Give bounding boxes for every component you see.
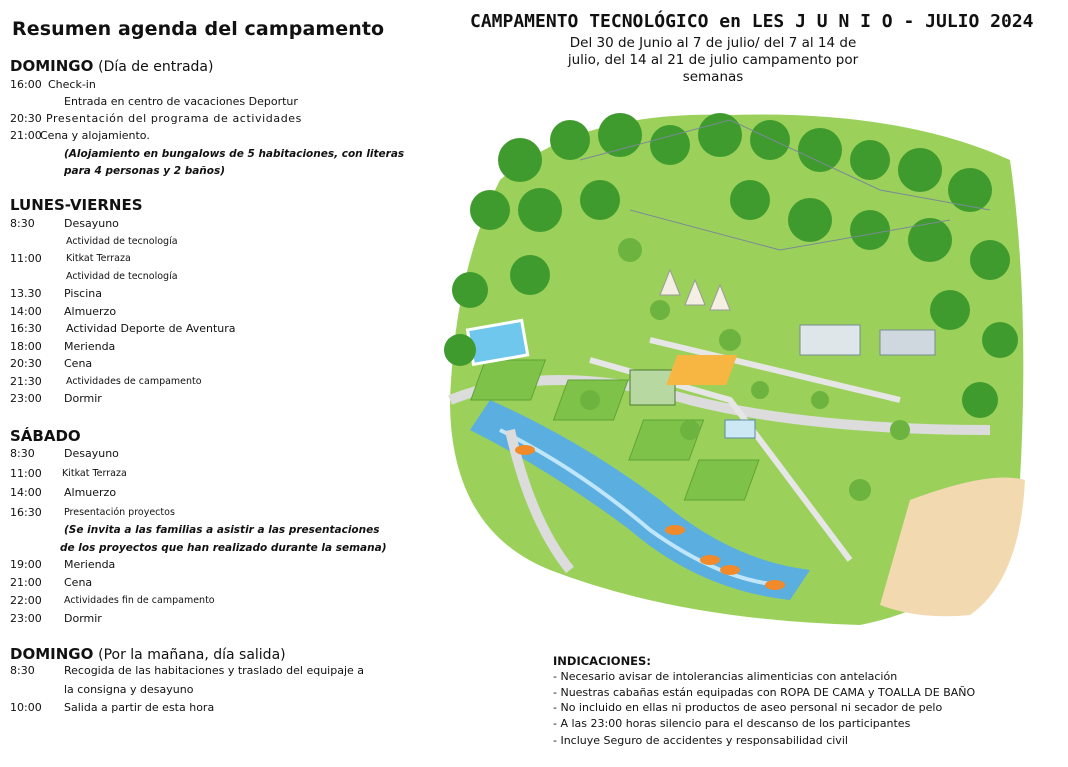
row-label: Cena xyxy=(64,576,93,589)
camp-dates xyxy=(548,35,878,86)
row-label: la consigna y desayuno xyxy=(64,683,194,696)
row-time: 8:30 xyxy=(10,664,35,677)
row-time: 11:00 xyxy=(10,466,42,480)
indicacion-item: - Nuestras cabañas están equipadas con ROPA DE CAMA y TOALLA DE BAÑO xyxy=(553,686,976,699)
row-time: 23:00 xyxy=(10,392,42,405)
row-label: Dormir xyxy=(64,612,102,625)
row-time: 21:30 xyxy=(10,374,42,388)
row-label: Entrada en centro de vacaciones Deportur xyxy=(64,95,298,108)
row-label: Dormir xyxy=(64,392,102,405)
map-building xyxy=(880,330,935,355)
row-label: Merienda xyxy=(64,558,116,571)
row-label: Actividades fin de campamento xyxy=(64,595,215,606)
row-time: 14:00 xyxy=(10,304,42,318)
row-label: Piscina xyxy=(64,287,102,300)
row-label: Presentación del programa de actividades xyxy=(46,112,302,125)
indicacion-item: - No incluido en ellas ni productos de aseo personal ni secador de pelo xyxy=(553,701,943,714)
row-label: Cena xyxy=(64,357,93,370)
section-heading-note: (Día de entrada) xyxy=(98,59,214,75)
row-label: Kitkat Terraza xyxy=(62,467,127,479)
row-time: 23:00 xyxy=(10,612,42,625)
map-building xyxy=(630,370,675,405)
map-pool xyxy=(467,320,527,364)
row-time: 11:00 xyxy=(10,252,42,265)
row-label: Merienda xyxy=(64,339,116,353)
row-time: 13.30 xyxy=(10,287,42,300)
map-court xyxy=(666,355,737,385)
section-heading: DOMINGO xyxy=(10,57,94,75)
row-time: 21:00 xyxy=(10,129,42,142)
section-heading-note: (Por la mañana, día salida) xyxy=(98,647,286,663)
row-time: 16:30 xyxy=(10,505,42,519)
camp-dates-line: semanas xyxy=(682,69,744,85)
section-sabado xyxy=(10,427,81,445)
camp-dates-line: julio, del 14 al 21 de julio campamento por xyxy=(567,52,859,68)
row-time: 8:30 xyxy=(10,217,35,230)
note-presentaciones-2: de los proyectos que han realizado durante la semana) xyxy=(60,542,387,554)
indicacion-item: - Incluye Seguro de accidentes y responsabilidad civil xyxy=(553,734,848,747)
row-time: 20:30 xyxy=(10,112,42,125)
map-building xyxy=(725,420,755,438)
camp-title: CAMPAMENTO TECNOLÓGICO en LES J U N I O - JULIO 2024 xyxy=(470,11,1034,32)
note-alojamiento: (Alojamiento en bungalows de 5 habitaciones, con literas xyxy=(64,148,405,160)
section-lunes-viernes xyxy=(10,196,143,214)
indicacion-item: - Necesario avisar de intolerancias alimenticias con antelación xyxy=(553,670,898,683)
row-time: 8:30 xyxy=(10,447,35,460)
row-label: Almuerzo xyxy=(64,486,117,499)
section-heading: SÁBADO xyxy=(10,427,81,445)
section-domingo-entrada xyxy=(10,57,213,75)
note-presentaciones: (Se invita a las familias a asistir a las presentaciones xyxy=(64,524,380,536)
row-time: 10:00 xyxy=(10,701,42,714)
row-label: Almuerzo xyxy=(64,304,117,318)
row-label: Actividad de tecnología xyxy=(66,270,178,282)
row-time: 21:00 xyxy=(10,576,42,589)
row-label: Presentación proyectos xyxy=(64,506,175,518)
row-label: Cena y alojamiento. xyxy=(40,129,150,142)
indicaciones-heading: INDICACIONES: xyxy=(553,654,651,668)
map-building xyxy=(800,325,860,355)
row-label: Actividades de campamento xyxy=(66,375,202,387)
row-label: Salida a partir de esta hora xyxy=(64,701,215,714)
row-label: Actividad Deporte de Aventura xyxy=(66,322,236,335)
camp-dates-line: Del 30 de Junio al 7 de julio/ del 7 al 14 de xyxy=(569,35,857,51)
row-label: Desayuno xyxy=(64,447,119,460)
row-time: 19:00 xyxy=(10,558,42,571)
row-label: Desayuno xyxy=(64,217,119,230)
row-label: Kitkat Terraza xyxy=(66,253,131,264)
row-time: 22:00 xyxy=(10,594,42,607)
section-domingo-salida xyxy=(10,645,286,663)
section-heading: LUNES-VIERNES xyxy=(10,196,143,214)
row-time: 20:30 xyxy=(10,357,42,370)
campsite-map-illustration xyxy=(430,100,1030,630)
row-label: Actividad de tecnología xyxy=(66,235,178,247)
agenda-title: Resumen agenda del campamento xyxy=(12,18,385,40)
row-time: 16:00 xyxy=(10,78,42,91)
note-alojamiento-2: para 4 personas y 2 baños) xyxy=(64,165,226,177)
row-time: 14:00 xyxy=(10,486,42,499)
section-heading: DOMINGO xyxy=(10,645,94,663)
row-label: Recogida de las habitaciones y traslado del equipaje a xyxy=(64,664,365,677)
row-time: 16:30 xyxy=(10,322,42,335)
indicacion-item: - A las 23:00 horas silencio para el descanso de los participantes xyxy=(553,717,911,730)
row-label: Check-in xyxy=(48,78,96,91)
row-time: 18:00 xyxy=(10,339,42,353)
